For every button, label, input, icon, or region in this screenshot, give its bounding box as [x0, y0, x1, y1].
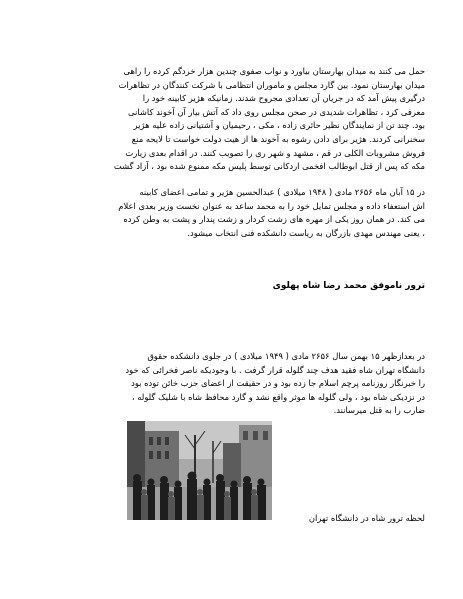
text-line: ، یعنی مهندس مهدی بازرگان به ریاست دانشکده فنی انتخاب میشود. [187, 227, 425, 238]
text-line: حمل می کنند به میدان بهارستان بیاورد و نواب صفوی چندین هزار خردگم کرده را راهی [123, 66, 425, 76]
text-line: فروش مشروبات الکلی در قم ، مشهد و شهر ری را تصویب کنند. در اقدام بعدی زیارت [125, 147, 425, 158]
text-line: میدان بهارستان نمود. بین گارد مجلس و ماموران انتظامی با شرکت کنندگان در تظاهرات [118, 79, 425, 90]
text-line: معرفی کرد ، تظاهرات شدیدی در صحن مجلس روی داد که آتش بیار آن آخوند کاشانی [128, 106, 425, 117]
text-line: دانشگاه تهران شاه فقید هدف چند گلوله قرار گرفت . با وجودیکه ناصر فخرائی که خود [125, 364, 425, 375]
photo-caption: لحظه ترور شاه در دانشگاه تهران [308, 513, 425, 523]
text-line: می کند. در همان روز یکی از مهره های زشت کردار و زشت پندار و پشت به وطن کرده [123, 214, 425, 225]
text-line: را خبرنگار روزنامه پرچم اسلام جا زده بود و در حقیقت از اعضای حزب خائن توده بود [131, 378, 425, 389]
text-line: اش استعفاء داده و مجلس تمایل خود را به محمد ساعد به عنوان نخست وزیر بعدی اعلام [118, 200, 425, 211]
paragraph-hazhir-cabinet [47, 65, 425, 174]
text-line: در ۱۵ آبان ماه ۲۶۵۶ مادی ( ۱۹۴۸ میلادی ) عبدالحسین هژیر و تمامی اعضای کابینه [139, 187, 425, 197]
paragraph-assassination-attempt [47, 350, 425, 418]
text-line: در بعدازظهر ۱۵ بهمن سال ۲۶۵۶ مادی ( ۱۹۴۹ میلادی ) در جلوی دانشکده حقوق [147, 351, 425, 361]
text-line: بود. چند تن از نمایندگان نظیر حائری زاده ، مکی ، رحیمیان و آشتیانی زاده علیه هژیر [133, 120, 425, 131]
text-line: سخنرانی کردند. هژیر برای دادن رشوه به آخوند ها از هیت دولت خواست تا لایحه منع [131, 133, 425, 144]
text-line: ضارب را به قتل میرسانند. [333, 405, 425, 416]
text-line: مکه که پس از قتل ابوطالب افخمی اردکانی توسط پلیس مکه ممنوع شده بود ، آزاد گشت [113, 161, 425, 172]
text-line: در نزدیکی شاه بود ، ولی گلوله ها موثر واقع نشد و گارد محافظ شاه با شلیک گلوله ، [131, 391, 425, 402]
section-heading: ترور ناموفق محمد رضا شاه پهلوی [272, 281, 425, 291]
historical-photo [127, 421, 272, 520]
text-line: درگیری پیش آمد که در جریان آن تعدادی مجروح شدند. زمانیکه هژیر کابینه خود را [142, 93, 425, 104]
paragraph-resignation [47, 186, 425, 240]
